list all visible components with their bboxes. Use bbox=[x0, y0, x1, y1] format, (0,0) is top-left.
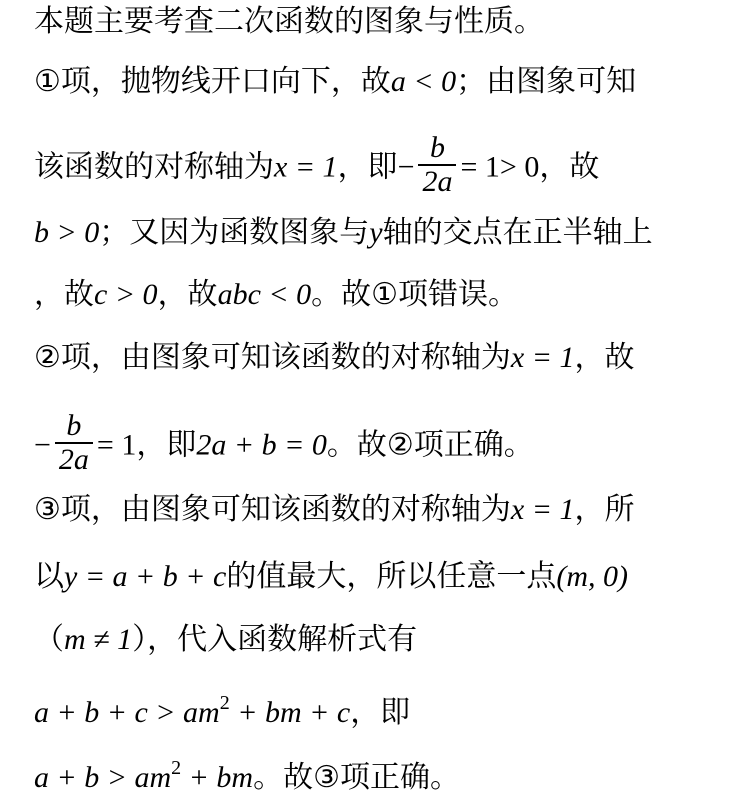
math-expression: = 1 bbox=[96, 428, 137, 462]
text: ；由图象可知 bbox=[456, 64, 637, 99]
fraction-denominator: 2a bbox=[418, 164, 456, 198]
text: ；又因为函数图象与 bbox=[99, 215, 370, 250]
minus-sign: − bbox=[34, 428, 51, 462]
line-4 bbox=[34, 213, 653, 253]
line-1 bbox=[34, 2, 544, 42]
line-7 bbox=[34, 409, 534, 479]
math-expression: a + b + c > am bbox=[34, 696, 220, 729]
text: ，故 bbox=[157, 277, 218, 312]
math-expression: + bm + c bbox=[229, 696, 351, 729]
text: （ bbox=[34, 622, 64, 657]
fraction-numerator: b bbox=[429, 131, 445, 164]
text: 。故②项正确。 bbox=[326, 427, 534, 463]
math-expression: (m, 0) bbox=[556, 560, 629, 593]
minus-sign: − bbox=[397, 150, 415, 184]
fraction bbox=[418, 132, 456, 198]
line-9 bbox=[34, 557, 628, 597]
fraction-denominator: 2a bbox=[55, 442, 93, 476]
line-3 bbox=[34, 131, 600, 201]
line-10 bbox=[34, 620, 417, 660]
text: 以 bbox=[34, 559, 64, 594]
text: ①项，抛物线开口向下，故 bbox=[34, 64, 391, 99]
text: ，故 bbox=[574, 340, 635, 375]
text: ②项，由图象可知该函数的对称轴为 bbox=[34, 340, 511, 375]
math-expression: x = 1 bbox=[510, 341, 575, 374]
text: ），代入函数解析式有 bbox=[132, 622, 418, 657]
math-expression: y = a + b + c bbox=[64, 560, 227, 593]
text: 本题主要考查二次函数的图象与性质。 bbox=[34, 4, 544, 39]
math-expression: b > 0 bbox=[34, 216, 100, 249]
fraction-numerator: b bbox=[66, 409, 82, 442]
line-2 bbox=[34, 62, 636, 102]
text: ，故 bbox=[539, 149, 600, 185]
text: 轴的交点在正半轴上 bbox=[382, 215, 653, 250]
line-12 bbox=[34, 750, 460, 798]
text: ，所 bbox=[574, 492, 635, 527]
exponent: 2 bbox=[219, 692, 230, 714]
text: ，即 bbox=[350, 695, 411, 730]
math-expression: x = 1 bbox=[274, 150, 338, 184]
math-expression: abc < 0 bbox=[217, 278, 312, 311]
line-6 bbox=[34, 338, 634, 378]
exponent: 2 bbox=[171, 757, 182, 779]
math-variable: y bbox=[369, 216, 383, 249]
math-expression: x = 1 bbox=[510, 493, 575, 526]
text: 。故③项正确。 bbox=[253, 760, 460, 795]
math-expression: m ≠ 1 bbox=[64, 623, 133, 656]
math-expression: = 1> 0 bbox=[460, 150, 540, 184]
text: ，故 bbox=[34, 277, 94, 312]
text: ，即 bbox=[136, 427, 197, 463]
math-expression: c > 0 bbox=[94, 278, 158, 311]
math-expression: 2a + b = 0 bbox=[196, 428, 327, 462]
fraction bbox=[55, 410, 93, 476]
line-11 bbox=[34, 685, 410, 733]
text: 。故①项错误。 bbox=[311, 277, 519, 312]
text: ，即 bbox=[337, 149, 398, 185]
line-8 bbox=[34, 490, 634, 530]
math-expression: a + b > am bbox=[34, 761, 172, 794]
text: ③项，由图象可知该函数的对称轴为 bbox=[34, 492, 511, 527]
line-5 bbox=[34, 275, 518, 315]
text: 的值最大，所以任意一点 bbox=[226, 559, 557, 594]
math-expression: + bm bbox=[181, 761, 254, 794]
text: 该函数的对称轴为 bbox=[34, 149, 274, 185]
math-expression: a < 0 bbox=[390, 65, 457, 98]
